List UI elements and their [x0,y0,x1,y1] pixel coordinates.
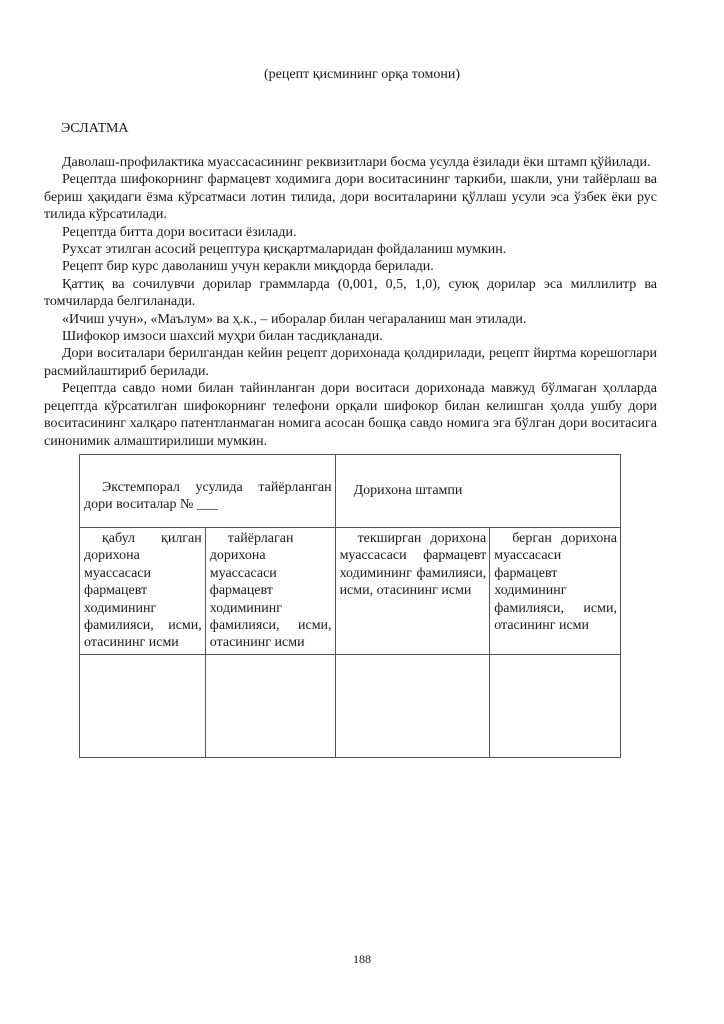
page-subtitle: (рецепт қисмининг орқа томони) [264,67,460,82]
paragraph: «Ичиш учун», «Маълум» ва ҳ.к., – иборалар билан чегараланиш ман этилади. [62,311,527,327]
section-heading: ЭСЛАТМА [61,121,129,136]
blank-cell [80,654,206,757]
paragraph: Рухсат этилган асосий рецептура қисқартмаларидан фойдаланиш мумкин. [62,242,507,258]
paragraph: Рецептда савдо номи билан тайинланган дори воситаси дорихонада мавжуд бўлмаган ҳолларда рецептда кўрсатилган шифокорнинг телефони орқали шифокор билан келишган ҳолда ушбу дори воситасининг халқаро патентланмаган номига асосан бошқа савдо номига эга бўлган дори воситасига синонимик алмаштирилиши мумкин. [44,381,657,449]
pharmacy-stamp-table [79,454,621,758]
dispensed-by-cell: берган дорихона муассасаси фармацевт ходимининг фамилияси, исми, отасининг исми [490,528,621,655]
paragraph: Рецепт бир курс даволаниш учун керакли миқдорда берилади. [62,259,434,275]
pharmacy-stamp-cell [335,455,620,528]
pharmacy-stamp-label: Дорихона штампи [353,483,463,499]
extemporal-drugs-cell [80,455,336,528]
blank-cell [490,654,621,757]
paragraph: Шифокор имзоси шахсий муҳри билан тасдиқланади. [62,329,383,345]
extemporal-drugs-label: Экстемпорал усулида тайёрланган дори воситалар № ___ [84,479,332,512]
notes-body [44,154,657,450]
paragraph: Рецептда шифокорнинг фармацевт ходимига дори воситасининг таркиби, шакли, уни тайёрлаш ва бериш ҳақидаги ёзма кўрсатмаси лотин тилида, дори воситаларини қўллаш усули эса ўзбек ёки рус тилида кўрсатилади. [44,172,657,223]
paragraph: Дори воситалари берилгандан кейин рецепт дорихонада қолдирилади, рецепт йиртма корешоглари расмийлаштириб берилади. [44,346,657,379]
blank-cell [205,654,335,757]
paragraph: Рецептда битта дори воситаси ёзилади. [62,224,297,240]
paragraph: Қаттиқ ва сочилувчи дорилар граммларда (0,001, 0,5, 1,0), суюқ дорилар эса миллилитр ва томчиларда белгиланади. [44,276,657,310]
page-number: 188 [353,952,371,966]
table-signature-row [80,528,621,655]
paragraph: Даволаш-профилактика муассасасининг реквизитлари босма усулда ёзилади ёки штамп қўйилади. [62,155,651,170]
checked-by-cell: текширган дорихона муассасаси фармацевт ходимининг фамилияси, исми, отасининг исми [335,528,490,655]
table-blank-row [80,654,621,757]
received-by-cell: қабул қилган дорихона муассасаси фармацевт ходимининг фамилияси, исми, отасининг исми [80,528,206,655]
table-header-row [80,455,621,528]
blank-cell [335,654,490,757]
prepared-by-cell: тайёрлаган дорихона муассасаси фармацевт ходимининг фамилияси, исми, отасининг исми [205,528,335,655]
